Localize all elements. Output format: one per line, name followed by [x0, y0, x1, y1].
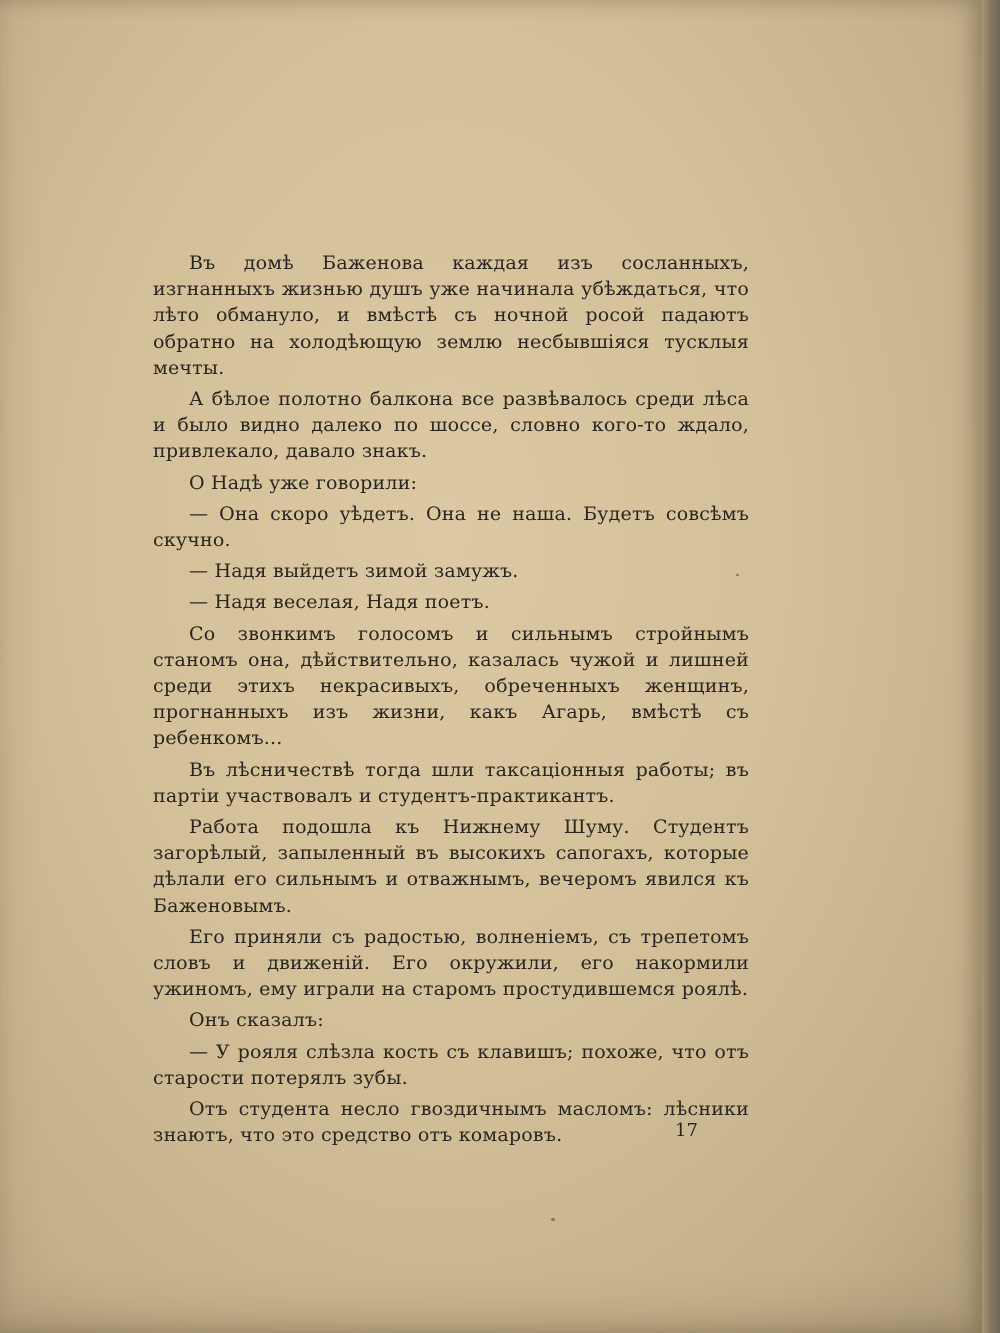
page-edge	[982, 0, 1000, 1333]
dialogue-line: — Она скоро уѣдетъ. Она не наша. Будетъ совсѣмъ скучно.	[153, 502, 749, 552]
paragraph: Работа подошла къ Нижнему Шуму. Студентъ загорѣлый, запыленный въ высокихъ сапогахъ, которые дѣлали его сильнымъ и отважнымъ, вечеромъ явился къ Баженовымъ.	[153, 816, 749, 917]
text-block	[153, 250, 749, 1154]
paragraph: Отъ студента несло гвоздичнымъ масломъ: лѣсники знаютъ, что это средство отъ комаровъ.	[153, 1098, 749, 1147]
paragraph: А бѣлое полотно балкона все развѣвалось среди лѣса и было видно далеко по шоссе, словно кого-то ждало, привлекало, давало знакъ.	[153, 388, 749, 463]
paragraph: Его приняли съ радостью, волненіемъ, съ трепетомъ словъ и движеній. Его окружили, его накормили ужиномъ, ему играли на старомъ простудившемся роялѣ.	[153, 925, 749, 1001]
paragraph: Со звонкимъ голосомъ и сильнымъ стройнымъ станомъ она, дѣйствительно, казалась чужой и лишней среди этихъ некрасивыхъ, обреченныхъ женщинъ, прогнанныхъ изъ жизни, какъ Агарь, вмѣстѣ съ ребенкомъ...	[153, 622, 749, 750]
dialogue-line: — Надя веселая, Надя поетъ.	[189, 591, 490, 614]
paragraph: Въ лѣсничествѣ тогда шли таксаціонныя работы; въ партіи участвовалъ и студентъ-практикантъ.	[153, 758, 749, 807]
paper-speck	[551, 1218, 555, 1221]
paper-speck	[736, 574, 739, 576]
dialogue-line: — У рояля слѣзла кость съ клавишъ; похоже, что отъ старости потерялъ зубы.	[153, 1040, 749, 1089]
paragraph: Въ домѣ Баженова каждая изъ сосланныхъ, изгнанныхъ жизнью душъ уже начинала убѣждаться, что лѣто обмануло, и вмѣстѣ съ ночной росой падаютъ обратно на холодѣющую землю несбывшіяся тусклыя мечты.	[153, 252, 749, 379]
paragraph: Онъ сказалъ:	[189, 1009, 324, 1032]
paragraph: О Надѣ уже говорили:	[189, 471, 418, 494]
dialogue-line: — Надя выйдетъ зимой замужъ.	[189, 560, 519, 583]
page-number: 17	[675, 1120, 698, 1141]
